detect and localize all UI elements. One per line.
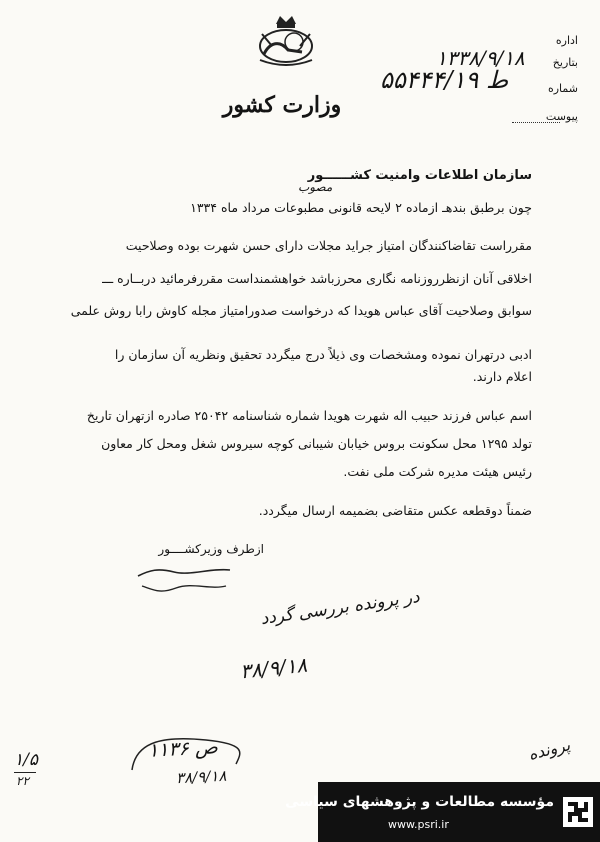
body-line-4: سوابق وصلاحیت آقای عباس هویدا که درخواست صدورامتیاز مجله کاوش رابا روش علمی — [70, 303, 532, 318]
date-value: ۱۳۳۸/۹/۱۸ — [436, 46, 525, 70]
margin-fraction-top: ۱/۵ — [14, 750, 38, 770]
body-line-5: ادبی درتهران نموده ومشخصات وی ذیلاً درج میگردد تحقیق ونظریه آن سازمان را — [114, 347, 532, 362]
institute-watermark — [285, 782, 600, 842]
body-line-6: اعلام دارند. — [472, 369, 532, 384]
handwritten-note: در پرونده بررسی گردد — [259, 586, 421, 630]
registration-number: ۱۱۳۶ ص — [147, 736, 219, 762]
registration-scribble — [126, 730, 246, 790]
margin-fraction-bottom: ۲۲ — [16, 774, 29, 788]
number-value: ۵۵۴۴۴/۱۹ ط — [380, 66, 509, 94]
institute-website: www.psri.ir — [388, 818, 449, 831]
body-line-9: رئیس هیئت مدیره شرکت ملی نفت. — [343, 464, 532, 479]
attachment-label: پیوست — [545, 110, 578, 123]
addressee: سازمان اطلاعات وامنیت کشــــــور — [307, 168, 532, 183]
office-label: اداره — [555, 34, 578, 47]
ministry-title: وزارت کشور — [222, 92, 342, 118]
handwritten-date: ۳۸/۹/۱۸ — [238, 652, 309, 684]
number-label: شماره — [547, 82, 578, 95]
registration-date: ۳۸/۹/۱۸ — [175, 766, 227, 788]
lion-and-sun-emblem — [250, 12, 322, 70]
attachment-dotted-line — [512, 122, 560, 123]
body-line-1: چون برطبق بندهـ ازماده ۲ لایحه قانونی مطبوعات مرداد ماه ۱۳۳۴ — [190, 200, 532, 215]
body-line-7: اسم عباس فرزند حبیب اله شهرت هویدا شماره شناسنامه ۲۵۰۴۲ صادره ازتهران تاریخ — [86, 408, 532, 423]
body-line-10: ضمناً دوقطعه عکس متقاضی بضمیمه ارسال میگردد. — [258, 503, 532, 518]
institute-logo — [562, 796, 594, 828]
sender-line: ازطرف وزیرکشــــور — [158, 542, 264, 556]
institute-name: مؤسسه مطالعات و پژوهشهای سیاسی — [285, 794, 554, 810]
minister-signature — [130, 562, 240, 598]
body-line-2: مقرراست تقاضاکنندگان امتیاز جراید مجلات دارای حسن شهرت بوده وصلاحیت — [125, 238, 532, 253]
body-line-8: تولد ۱۲۹۵ محل سکونت بروس خیابان شیبانی کوچه سیروس شغل ومحل کار معاون — [101, 436, 532, 451]
handwritten-insert: مصوب — [298, 180, 333, 194]
margin-fraction-bar — [14, 772, 36, 773]
date-label: بتاریخ — [552, 56, 578, 69]
body-line-3: اخلاقی آنان ازنظرروزنامه نگاری محرزباشد خواهشمنداست مقررفرمائید دربــاره ـــ — [102, 271, 532, 286]
initials: پرونده — [526, 735, 572, 764]
